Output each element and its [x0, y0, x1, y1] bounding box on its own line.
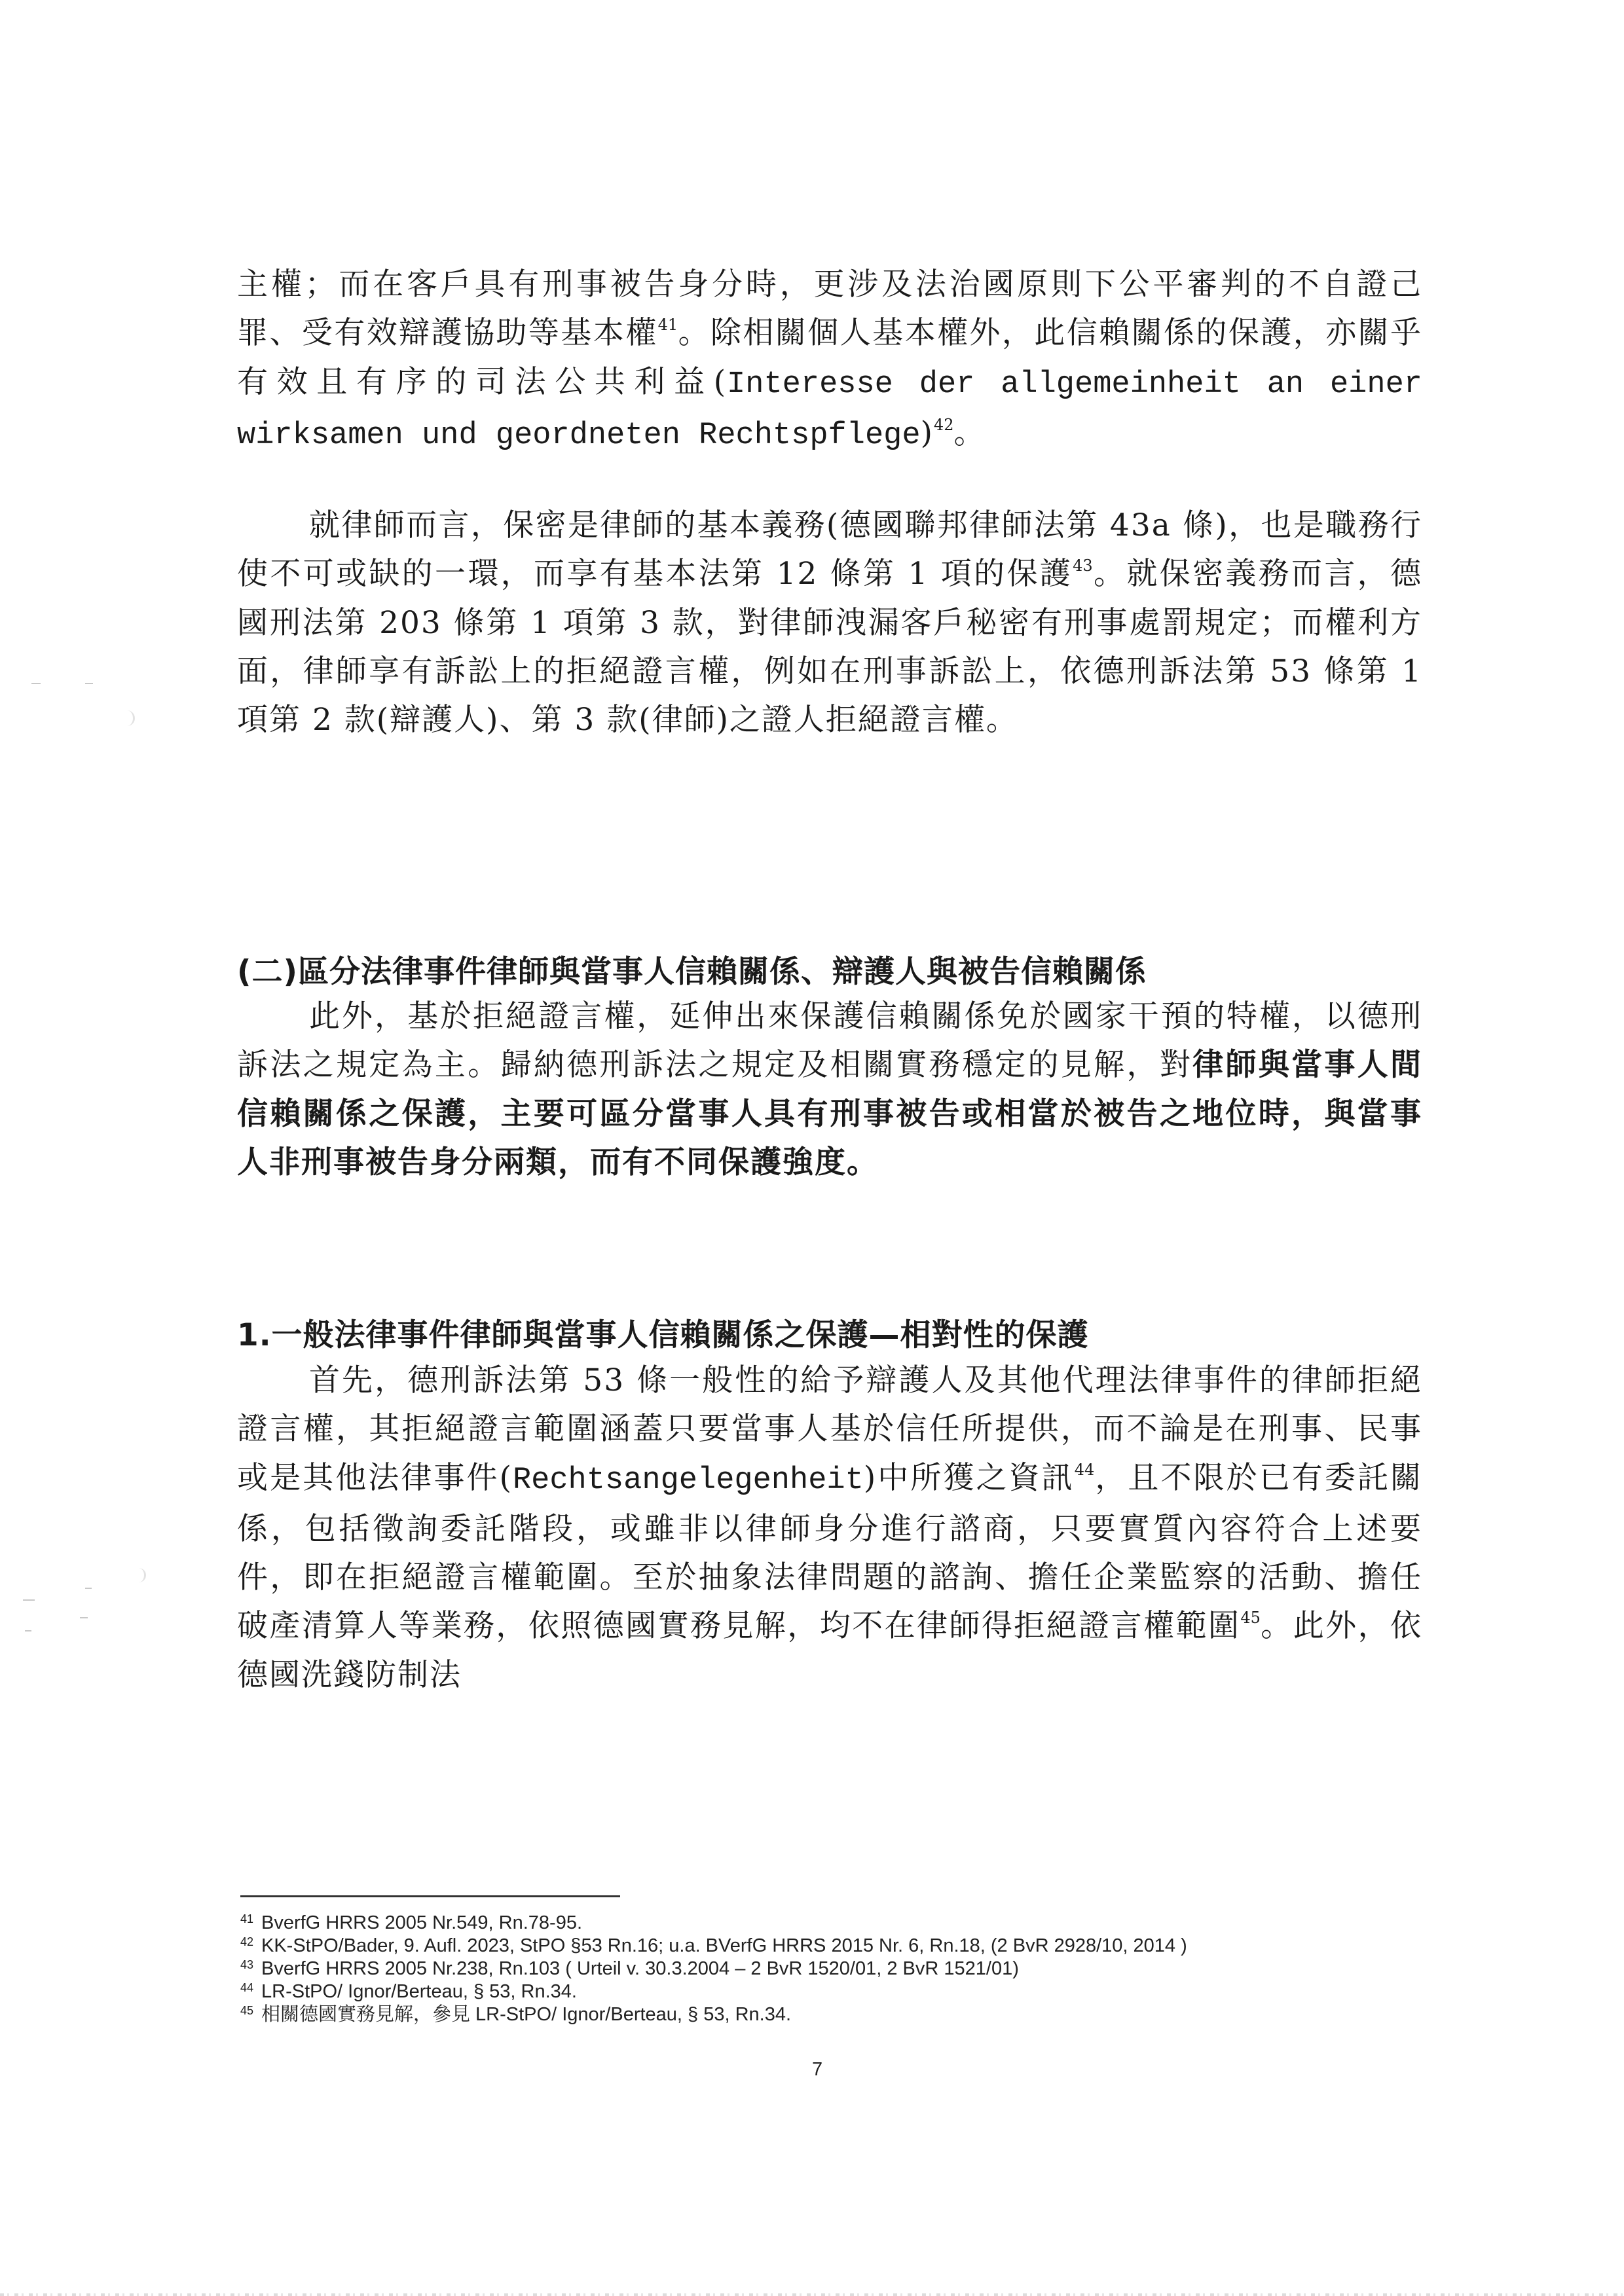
text: 首先，德刑訴法第 53 條一般性的給予辯護人及其他代理法律事件的律師拒絕證言權，其拒絕證言範圍涵蓋只要當事人基於信任所提供，而不論是在刑事、民事或是其他法律事件( [237, 1362, 1422, 1496]
section-heading: (二)區分法律事件律師與當事人信賴關係、辯護人與被告信賴關係 [237, 954, 1147, 990]
scan-edge-noise [0, 2293, 1624, 2296]
paragraph-lawyer-confidentiality [237, 501, 1422, 744]
scan-mark [25, 1630, 31, 1631]
scan-mark [80, 1617, 88, 1618]
footnote-ref[interactable]: 45 [1240, 1609, 1261, 1628]
bold-emphasis: 律師與當事人間信賴關係之保護，主要可區分當事人具有刑事被告或相當於被告之地位時，與當事人非刑事被告身分兩類，而有不同保護強度。 [237, 1047, 1423, 1180]
footnote-text: KK-StPO/Bader, 9. Aufl. 2023, StPO §53 Rn.16; u.a. BVerfG HRRS 2015 Nr. 6, Rn.18, (2 BvR 2928/10, 2014 ) [261, 1935, 1187, 1956]
text: ，且不限於已有委託關係，包括徵詢委託階段，或雖非以律師身分進行諮商，只要實質內容符合上述要件，即在拒絕證言權範圍。至於抽象法律問題的諮詢、擔任企業監察的活動、擔任破產清算人等業務，依照德國實務見解，均不在律師得拒絕證言權範圍 [237, 1459, 1422, 1645]
paragraph [237, 993, 1422, 1187]
text: 就律師而言，保密是律師的基本義務(德國聯邦律師法第 43a 條)，也是職務行使不可或缺的一環，而享有基本法第 12 條第 1 項的保護 [237, 507, 1422, 592]
footnote-item [240, 1980, 1485, 2003]
german-term: Interesse der allgemeinheit an einer wirksamen und geordneten Rechtspflege [237, 367, 1422, 453]
punch-hole-mark [95, 1568, 146, 1582]
footnotes [240, 1912, 1485, 2026]
footnote-number: 41 [240, 1912, 254, 1925]
subsection-heading: 1.一般法律事件律師與當事人信賴關係之保護—相對性的保護 [237, 1317, 1089, 1353]
footnote-ref[interactable]: 43 [1073, 556, 1093, 575]
footnote-item [240, 1935, 1485, 1958]
footnote-number: 45 [240, 2004, 254, 2017]
footnote-number: 44 [240, 1981, 254, 1994]
paragraph [237, 261, 1422, 460]
paragraph [237, 501, 1422, 744]
text: 主權；而在客戶具有刑事被告身分時，更涉及法治國原則下公平審判的不自證己罪、受有效辯護協助等基本權 [237, 266, 1422, 352]
footnote-text: LR-StPO/ Ignor/Berteau, § 53, Rn.34. [261, 1981, 577, 2002]
footnote-ref[interactable]: 44 [1074, 1460, 1095, 1479]
page-number: 7 [812, 2059, 823, 2080]
footnote-text: BverfG HRRS 2005 Nr.549, Rn.78-95. [261, 1912, 583, 1933]
footnote-number: 42 [240, 1935, 254, 1948]
text: )中所獲之資訊 [863, 1459, 1075, 1496]
text: 此外，基於拒絕證言權，延伸出來保護信賴關係免於國家干預的特權，以德刑訴法之規定為主。歸納德刑訴法之規定及相關實務穩定的見解，對 [237, 998, 1422, 1084]
scan-mark [23, 1599, 35, 1601]
scan-mark [85, 683, 93, 684]
text: 。此外，依德國洗錢防制法 [237, 1608, 1423, 1693]
punch-hole-mark [84, 710, 135, 726]
paragraph-continuation [237, 261, 1422, 460]
scan-mark [85, 1588, 92, 1589]
scan-mark [31, 683, 41, 684]
footnote-item [240, 1912, 1485, 1935]
text: ) [920, 414, 934, 451]
footnote-ref[interactable]: 42 [933, 415, 954, 434]
footnote-number: 43 [240, 1958, 254, 1971]
paragraph-privilege [237, 993, 1422, 1187]
footnote-item [240, 1958, 1485, 1980]
german-term: Rechtsangelegenheit [512, 1463, 864, 1498]
text: 。就保密義務而言，德國刑法第 203 條第 1 項第 3 款，對律師洩漏客戶秘密有刑事處罰規定；而權利方面，律師享有訴訟上的拒絕證言權，例如在刑事訴訟上，依德刑訴法第 53 條第 1 項第 2 款(辯護人)、第 3 款(律師)之證人拒絕證言權。 [237, 556, 1423, 738]
footnote-item [240, 2003, 1485, 2026]
footnote-text: 相關德國實務見解，參見 LR-StPO/ Ignor/Berteau, § 53, Rn.34. [261, 2004, 792, 2025]
paragraph [237, 1357, 1422, 1700]
paragraph-relative-protection [237, 1357, 1422, 1700]
footnote-text: BverfG HRRS 2005 Nr.238, Rn.103 ( Urteil v. 30.3.2004 – 2 BvR 1520/01, 2 BvR 1521/01) [261, 1958, 1019, 1979]
footnote-separator [240, 1895, 620, 1897]
footnote-ref[interactable]: 41 [657, 316, 678, 335]
text: 。 [953, 414, 986, 451]
text: 。除相關個人基本權外，此信賴關係的保護，亦關乎有效且有序的司法公共利益( [237, 315, 1423, 400]
